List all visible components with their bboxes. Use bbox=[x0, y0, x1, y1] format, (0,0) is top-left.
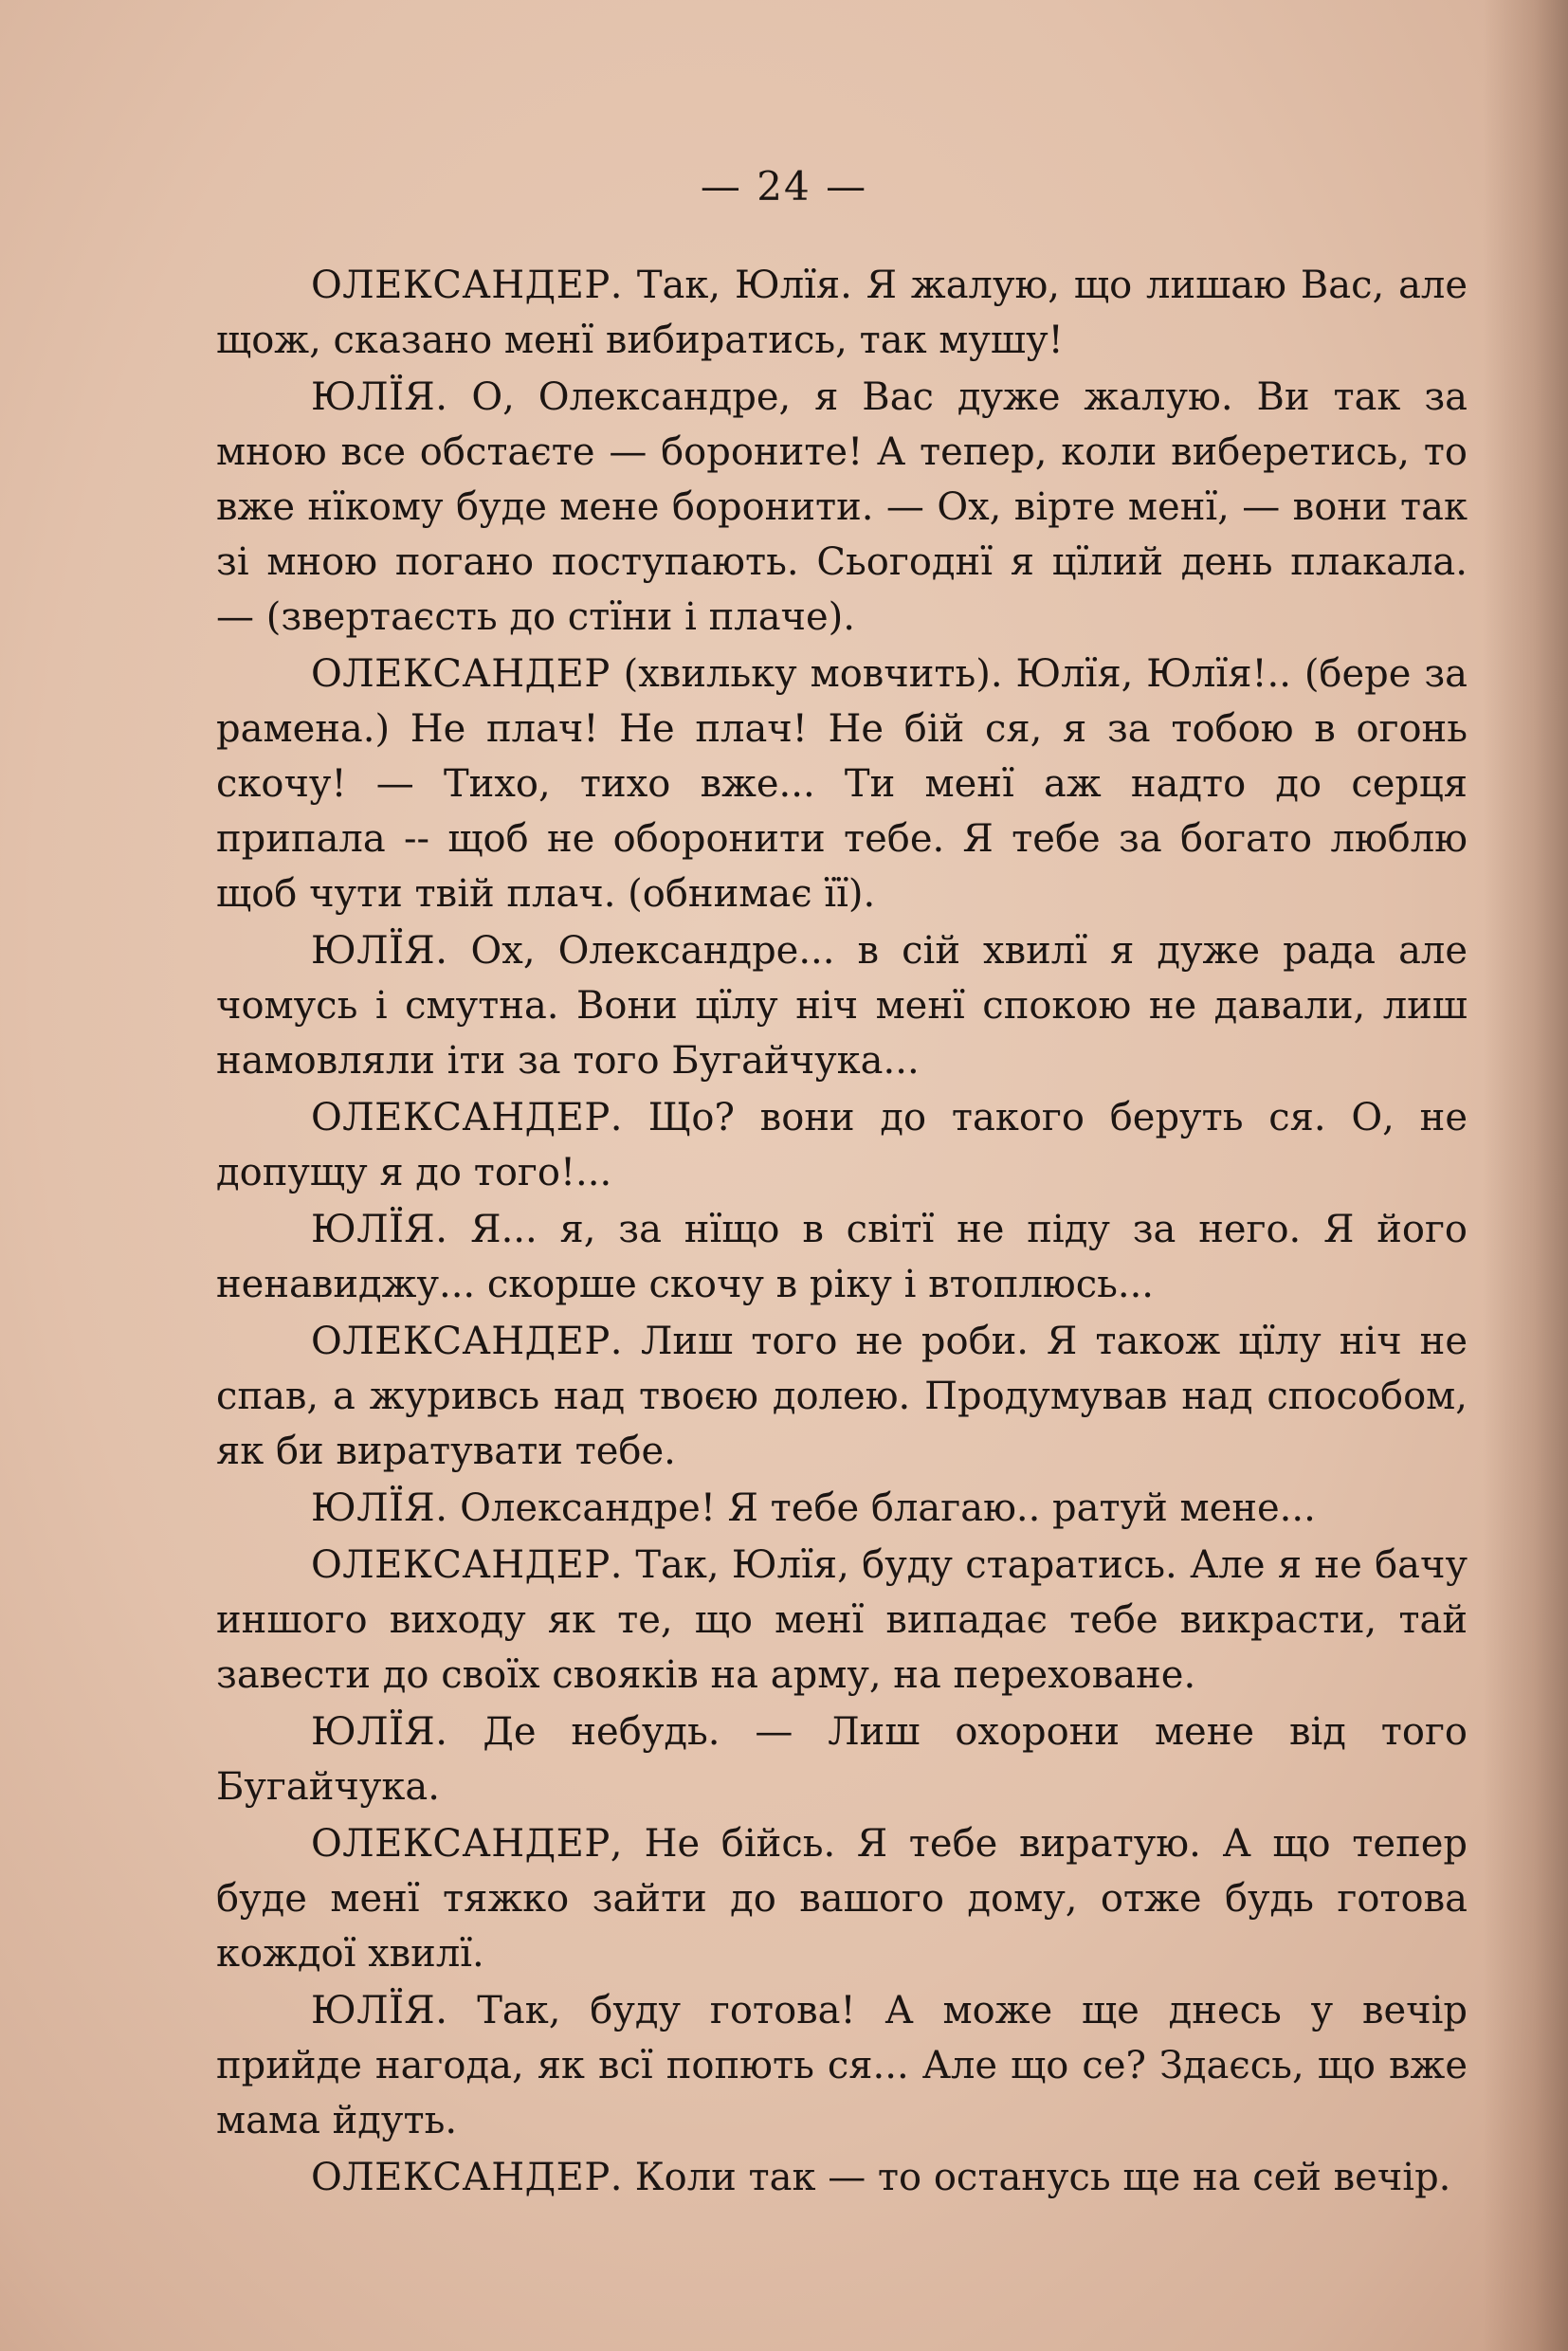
dialogue-line: Я... я, за нїщо в світї не піду за него. Я його ненавиджу... скорше скочу в ріку і втоплюсь... bbox=[216, 1208, 1468, 1306]
speaker-name: ЮЛЇЯ. bbox=[311, 1710, 448, 1754]
speaker-name: ЮЛЇЯ. bbox=[311, 1208, 448, 1251]
dialogue-line: Не бійсь. Я тебе виратую. А що тепер буде менї тяжко зайти до вашого дому, отже будь готова кождої хвилї. bbox=[216, 1822, 1468, 1976]
speaker-name: ЮЛЇЯ. bbox=[311, 375, 448, 419]
dialogue-paragraph bbox=[216, 2150, 1468, 2205]
dialogue-line: Що? вони до такого беруть ся. О, не допущу я до того!... bbox=[216, 1096, 1468, 1194]
dialogue-line: Олександре! Я тебе благаю.. ратуй мене... bbox=[460, 1486, 1316, 1530]
dialogue-paragraph bbox=[216, 647, 1468, 921]
dialogue-line: Лиш того не роби. Я також цїлу ніч не спав, а журивсь над твоєю долею. Продумував над способом, як би виратувати тебе. bbox=[216, 1320, 1468, 1473]
dialogue-line: О, Олександре, я Вас дуже жалую. Ви так за мною все обстаєте — бороните! А тепер, коли виберетись, то вже нїкому буде мене боронити. — Ох, вірте менї, — вони так зі мною погано поступають. Сьогоднї я цїлий день плакала. — (звертаєсть до стїни і плаче). bbox=[216, 375, 1468, 639]
dialogue-line: Ох, Олександре... в сій хвилї я дуже рада але чомусь і смутна. Вони цїлу ніч менї спокою не давали, лиш намовляли іти за того Бугайчука... bbox=[216, 929, 1468, 1083]
dialogue-paragraph bbox=[216, 370, 1468, 645]
dialogue-line: Так, буду готова! А може ще днесь у вечір прийде нагода, як всї попють ся... Але що се? Здаєсь, що вже мама йдуть. bbox=[216, 1989, 1468, 2142]
speaker-name: ЮЛЇЯ. bbox=[311, 929, 448, 973]
dialogue-paragraph bbox=[216, 1202, 1468, 1312]
dialogue-paragraph bbox=[216, 923, 1468, 1088]
page-edge-shadow bbox=[1483, 0, 1568, 2351]
dialogue-line: Так, Юлїя. Я жалую, що лишаю Вас, але щож, сказано менї вибиратись, так мушу! bbox=[216, 264, 1468, 362]
dialogue-paragraph bbox=[216, 1090, 1468, 1200]
dialogue-paragraph bbox=[216, 1538, 1468, 1703]
dialogue-line: (хвильку мовчить). Юлїя, Юлїя!.. (бере за рамена.) Не плач! Не плач! Не бій ся, я за тобою в огонь скочу! — Тихо, тихо вже... Ти менї аж надто до серця припала -- щоб не оборонити тебе. Я тебе за богато люблю щоб чути твій плач. (обнимає її). bbox=[216, 652, 1468, 916]
page-number: — 24 — bbox=[700, 163, 868, 210]
dialogue-line: Де небудь. — Лиш охорони мене від того Бугайчука. bbox=[216, 1710, 1468, 1809]
dialogue-text bbox=[216, 258, 1468, 2207]
dialogue-line: Так, Юлїя, буду старатись. Але я не бачу иншого виходу як те, що менї випадає тебе викрасти, тай завести до своїх свояків на арму, на переховане. bbox=[216, 1543, 1468, 1697]
speaker-name: ОЛЕКСАНДЕР. bbox=[311, 2156, 623, 2199]
dialogue-paragraph bbox=[216, 1481, 1468, 1536]
speaker-name: ОЛЕКСАНДЕР. bbox=[311, 1320, 623, 1363]
dialogue-paragraph bbox=[216, 258, 1468, 368]
speaker-name: ЮЛЇЯ. bbox=[311, 1486, 448, 1530]
speaker-name: ОЛЕКСАНДЕР. bbox=[311, 264, 623, 307]
speaker-name: ОЛЕКСАНДЕР bbox=[311, 652, 611, 696]
speaker-name: ОЛЕКСАНДЕР. bbox=[311, 1543, 623, 1587]
speaker-name: ЮЛЇЯ. bbox=[311, 1989, 448, 2032]
speaker-name: ОЛЕКСАНДЕР. bbox=[311, 1096, 623, 1139]
speaker-name: ОЛЕКСАНДЕР, bbox=[311, 1822, 623, 1866]
dialogue-paragraph bbox=[216, 1816, 1468, 1981]
dialogue-paragraph bbox=[216, 1314, 1468, 1479]
dialogue-line: Коли так — то останусь ще на сей вечір. bbox=[634, 2156, 1451, 2199]
dialogue-paragraph bbox=[216, 1983, 1468, 2148]
dialogue-paragraph bbox=[216, 1704, 1468, 1814]
